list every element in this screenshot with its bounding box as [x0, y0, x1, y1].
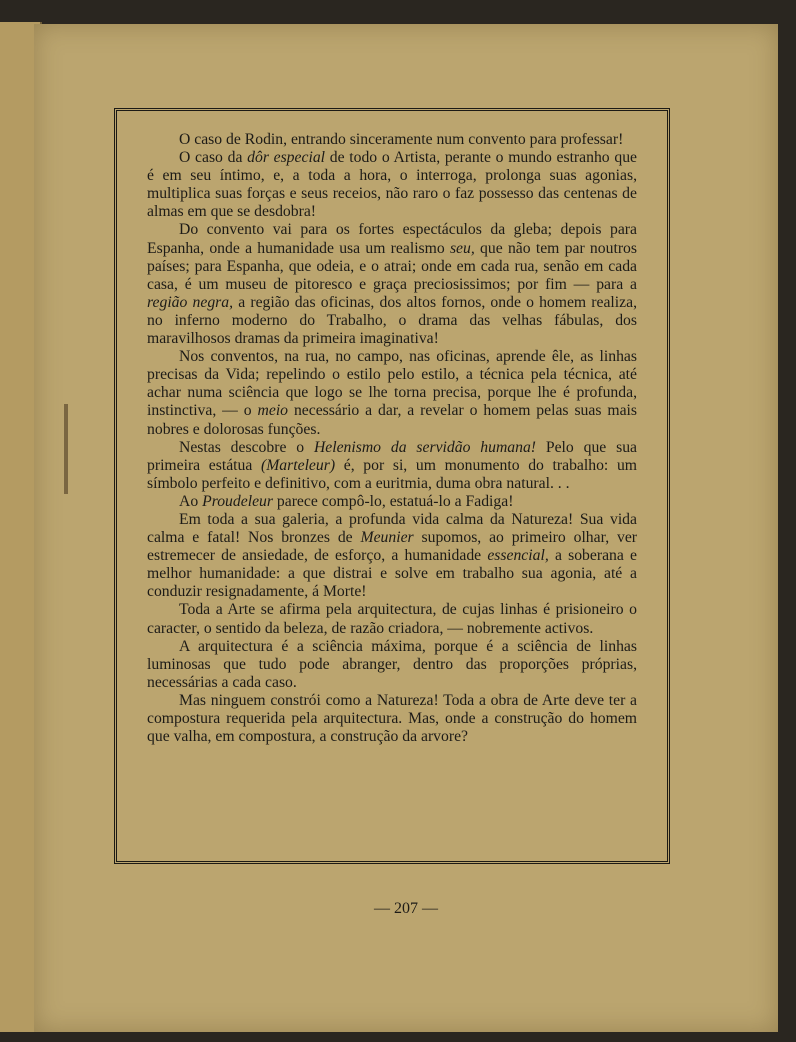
book-page: [34, 24, 778, 1032]
text-run: que não tem par noutros países; para Espanha, que odeia, e o atrai; onde em cada rua, senão em cada casa, é um museu de pitoresco e graça preciosissimos; por fim — para a: [147, 239, 637, 293]
text-run: O caso da: [179, 149, 248, 167]
paragraph: [147, 493, 637, 511]
text-run: necessário a dar, a revelar o homem pelas suas mais nobres e dolorosas funções.: [147, 402, 637, 438]
paragraph: [147, 149, 637, 221]
paragraph: [147, 131, 637, 149]
page-crease: [64, 404, 68, 494]
paragraph: [147, 439, 637, 493]
italic-text: região negra,: [147, 293, 234, 311]
text-run: supomos, ao primeiro olhar, ver estremecer de ansiedade, de esforço, a humanidade: [147, 529, 638, 565]
italic-text: seu,: [449, 239, 475, 257]
italic-text: Helenismo da servidão humana!: [313, 438, 537, 456]
paragraph: [147, 221, 637, 348]
paragraph: [147, 601, 637, 637]
italic-text: meio: [257, 402, 289, 420]
italic-text: (Marteleur): [261, 456, 336, 474]
text-run: a região das oficinas, dos altos fornos, onde o homem realiza, no inferno moderno do Trabalho, o drama das velhas fábulas, dos maravilhosos dramas da primeira imaginativa!: [147, 293, 637, 348]
text-run: A arquitectura é a sciência máxima, porque é a sciência de linhas luminosas que tudo pode abranger, dentro das proporções próprias, necessárias a cada caso.: [147, 637, 637, 691]
text-run: Do convento vai para os fortes espectáculos da gleba; depois para Espanha, onde a humanidade usa um realismo: [147, 221, 637, 257]
body-text: [147, 131, 637, 746]
text-run: Nestas descobre o: [179, 438, 314, 456]
text-run: Mas ninguem constrói como a Natureza! Toda a obra de Arte deve ter a compostura requerida pela arquitectura. Mas, onde a construção do homem que valha, em compostura, a construção da arvore?: [147, 691, 637, 746]
text-run: é, por si, um monumento do trabalho: um símbolo perfeito e definitivo, com a euritmia, duma obra natural. . .: [147, 456, 637, 492]
italic-text: dôr especial: [247, 149, 326, 167]
text-run: Ao: [179, 492, 203, 510]
italic-text: Meunier: [360, 529, 414, 547]
text-run: Em toda a sua galeria, a profunda vida calma da Natureza! Sua vida calma e fatal! Nos bronzes de: [147, 510, 637, 547]
italic-text: essencial,: [487, 547, 549, 565]
paragraph: [147, 511, 637, 601]
text-run: a soberana e melhor humanidade: a que distrai e solve em trabalho sua agonia, até a conduzir resignadamente, á Morte!: [147, 547, 637, 601]
text-frame: [114, 108, 670, 864]
paragraph: [147, 638, 637, 692]
paragraph: [147, 348, 637, 438]
italic-text: Proudeleur: [202, 492, 273, 510]
paragraph: [147, 692, 637, 746]
text-run: parece compô-lo, estatuá-lo a Fadiga!: [272, 492, 514, 510]
text-run: O caso de Rodin, entrando sinceramente num convento para professar!: [179, 131, 624, 148]
text-run: Pelo que sua primeira estátua: [147, 438, 637, 474]
text-run: Nos conventos, na rua, no campo, nas oficinas, aprende êle, as linhas precisas da Vida; repelindo o estilo pelo estilo, a técnica pela técnica, até achar numa sciência que logo se lhe torna precisa, porque lhe é profunda, instinctiva, — o: [147, 348, 637, 420]
text-run: de todo o Artista, perante o mundo estranho que é em seu íntimo, e, a toda a hora, o interroga, prolonga suas agonias, multiplica suas forças e seus receios, não raro o faz possesso das centenas de almas em que se desdobra!: [147, 149, 638, 221]
text-run: Toda a Arte se afirma pela arquitectura, de cujas linhas é prisioneiro o caracter, o sentido da beleza, de razão criadora, — nobremente activos.: [147, 601, 637, 637]
page-number: — 207 —: [374, 900, 438, 917]
